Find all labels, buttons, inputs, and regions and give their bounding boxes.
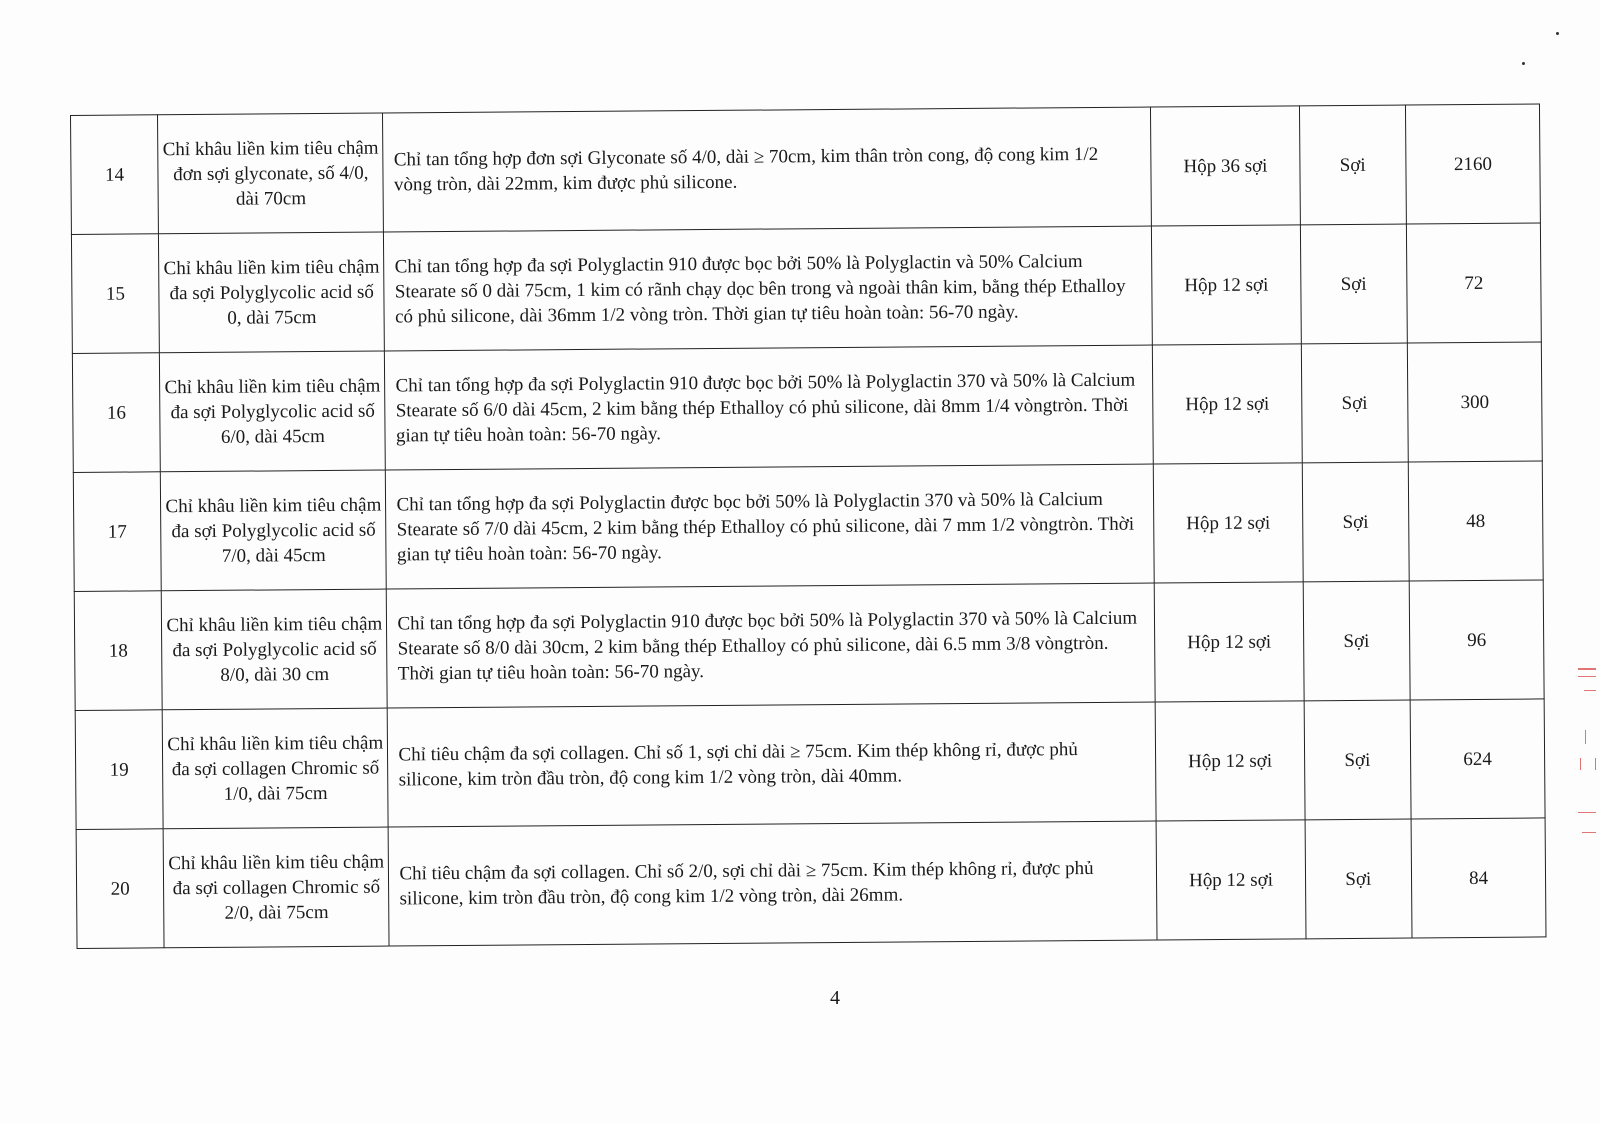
unit: Sợi: [1304, 700, 1411, 820]
packaging: Hộp 12 sợi: [1154, 463, 1303, 583]
row-number: 19: [75, 710, 163, 830]
product-name: Chỉ khâu liền kim tiêu chậm đa sợi Polyglycolic acid số 7/0, dài 45cm: [161, 470, 387, 591]
packaging: Hộp 12 sợi: [1157, 820, 1306, 940]
quantity: 624: [1410, 699, 1545, 819]
unit: Sợi: [1299, 105, 1406, 225]
product-description: Chỉ tan tổng hợp đa sợi Polyglactin được bọc bởi 50% là Polyglactin 370 và 50% là Calcium Stearate số 7/0 dài 45cm, 2 kim bằng thép Ethalloy có phủ silicone, dài 7 mm 1/2 vòngtròn. Thời gian tự tiêu hoàn toàn: 56-70 ngày.: [386, 464, 1155, 589]
table-row: [72, 342, 1542, 473]
quantity: 84: [1411, 818, 1546, 938]
scan-speck: [1556, 32, 1559, 35]
quantity: 300: [1407, 342, 1542, 462]
product-name: Chỉ khâu liền kim tiêu chậm đa sợi Polyglycolic acid số 0, dài 75cm: [159, 232, 385, 353]
table-row: [74, 580, 1544, 711]
scan-speck: [1522, 62, 1525, 65]
table-row: [76, 818, 1546, 949]
table-row: [71, 223, 1541, 354]
page-number: 4: [830, 987, 840, 1009]
product-description: Chỉ tan tổng hợp đa sợi Polyglactin 910 được bọc bởi 50% là Polyglactin 370 và 50% là Calcium Stearate số 6/0 dài 45cm, 2 kim bằng thép Ethalloy có phủ silicone, dài 8mm 1/4 vòngtròn. Thời gian tự tiêu hoàn toàn: 56-70 ngày.: [385, 345, 1154, 470]
packaging: Hộp 12 sợi: [1156, 701, 1305, 821]
packaging: Hộp 12 sợi: [1153, 344, 1302, 464]
unit: Sợi: [1300, 224, 1407, 344]
table-row: [75, 699, 1545, 830]
stamp-fragment: [1578, 676, 1596, 677]
product-description: Chỉ tan tổng hợp đa sợi Polyglactin 910 được bọc bởi 50% là Polyglactin và 50% Calcium Stearate số 0 dài 75cm, 1 kim có rãnh chạy dọc bên trong và ngoài thân kim, bằng thép Ethalloy có phủ silicone, dài 36mm 1/2 vòng tròn. Thời gian tự tiêu hoàn toàn: 56-70 ngày.: [384, 226, 1153, 351]
unit: Sợi: [1305, 819, 1412, 939]
product-name: Chỉ khâu liền kim tiêu chậm đa sợi Polyglycolic acid số 8/0, dài 30 cm: [161, 589, 387, 710]
unit: Sợi: [1301, 343, 1408, 463]
table-row: [73, 461, 1543, 592]
packaging: Hộp 36 sợi: [1151, 106, 1300, 226]
product-name: Chỉ khâu liền kim tiêu chậm đa sợi collagen Chromic số 1/0, dài 75cm: [162, 708, 388, 829]
product-name: Chỉ khâu liền kim tiêu chậm đơn sợi glyconate, số 4/0, dài 70cm: [158, 113, 384, 234]
stamp-fragment: [1584, 690, 1596, 691]
stamp-fragment: [1585, 730, 1596, 744]
row-number: 14: [71, 115, 159, 235]
quantity: 72: [1406, 223, 1541, 343]
row-number: 15: [71, 234, 159, 354]
packaging: Hộp 12 sợi: [1152, 225, 1301, 345]
quantity: 48: [1408, 461, 1543, 581]
row-number: 17: [73, 472, 161, 592]
table-row: [71, 104, 1541, 235]
product-spec-table: [70, 103, 1547, 949]
packaging: Hộp 12 sợi: [1155, 582, 1304, 702]
unit: Sợi: [1303, 581, 1410, 701]
row-number: 18: [74, 591, 162, 711]
quantity: 2160: [1406, 104, 1541, 224]
product-description: Chỉ tiêu chậm đa sợi collagen. Chỉ số 2/0, sợi chỉ dài ≥ 75cm. Kim thép không rỉ, được phủ silicone, kim tròn đầu tròn, độ cong kim 1/2 vòng tròn, dài 26mm.: [389, 821, 1158, 946]
row-number: 20: [76, 829, 164, 949]
product-description: Chỉ tan tổng hợp đơn sợi Glyconate số 4/0, dài ≥ 70cm, kim thân tròn cong, độ cong kim 1/2 vòng tròn, dài 22mm, kim được phủ silicone.: [383, 107, 1152, 232]
product-name: Chỉ khâu liền kim tiêu chậm đa sợi collagen Chromic số 2/0, dài 75cm: [163, 827, 389, 948]
unit: Sợi: [1302, 462, 1409, 582]
quantity: 96: [1409, 580, 1544, 700]
stamp-fragment: [1580, 758, 1596, 770]
product-description: Chỉ tiêu chậm đa sợi collagen. Chỉ số 1, sợi chỉ dài ≥ 75cm. Kim thép không rỉ, được phủ silicone, kim tròn đầu tròn, độ cong kim 1/2 vòng tròn, dài 40mm.: [388, 702, 1157, 827]
stamp-fragment: [1578, 812, 1596, 813]
product-description: Chỉ tan tổng hợp đa sợi Polyglactin 910 được bọc bởi 50% là Polyglactin 370 và 50% là Calcium Stearate số 8/0 dài 30cm, 2 kim bằng thép Ethalloy có phủ silicone, dài 6.5 mm 3/8 vòngtròn. Thời gian tự tiêu hoàn toàn: 56-70 ngày.: [387, 583, 1156, 708]
row-number: 16: [72, 353, 160, 473]
stamp-fragment: [1582, 832, 1596, 833]
stamp-fragment: [1578, 668, 1596, 670]
product-name: Chỉ khâu liền kim tiêu chậm đa sợi Polyglycolic acid số 6/0, dài 45cm: [160, 351, 386, 472]
